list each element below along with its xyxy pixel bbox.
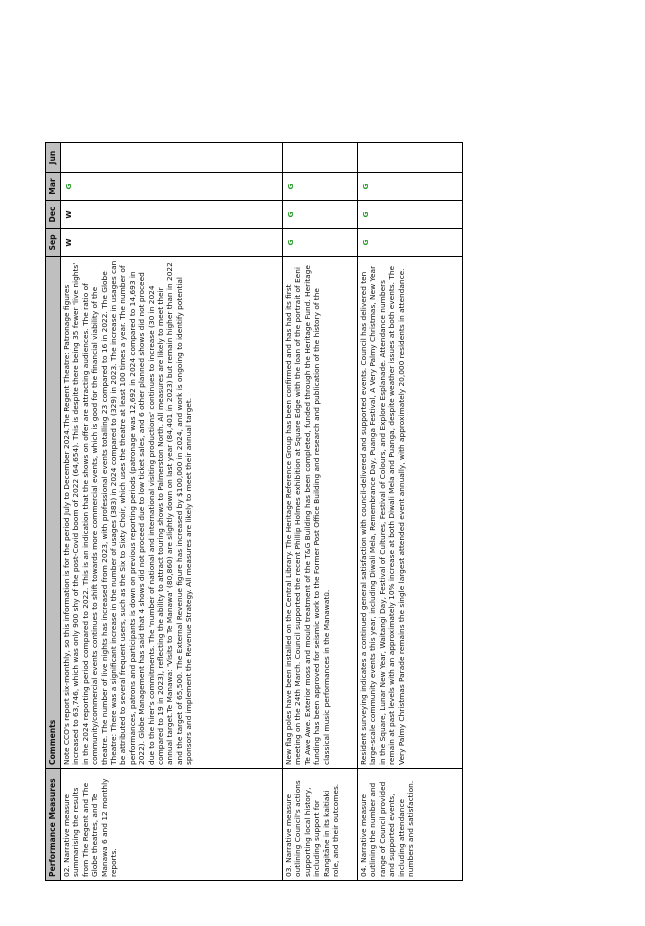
status-dec: G: [283, 201, 358, 229]
header-comments: Comments: [46, 257, 61, 769]
status-jun: [61, 143, 283, 173]
measure-cell: 03. Narrative measure outlining Council's actions supporting local history, including support for Rangitāne in its kaitiaki role, and their outcomes.: [283, 769, 358, 881]
status-dec: W: [61, 201, 283, 229]
header-row: [46, 143, 61, 881]
comments-cell: Resident surveying indicates a continued general satisfaction with council-delivered and supported events. Council has delivered ten large-scale community events this year, including Diwali Mela, Remembrance Day, Puanga Festival, A Very Palmy Christmas, New Year in the Square, Lunar New Year, Waitangi Day, Festival of Cultures, Festival of Colours, and Explore Esplanade. Attendance numbers remain at past levels with an approximately 10% increase at both Diwali Mela and Puanga, despite weather issues at both events. The Very Palmy Christmas Parade remains the single largest attended event annually, with approximately 20,000 residents in attendance.: [358, 257, 463, 769]
header-sep: Sep: [46, 229, 61, 257]
status-mar: G: [358, 173, 463, 201]
status-dec: G: [358, 201, 463, 229]
header-dec: Dec: [46, 201, 61, 229]
status-sep: G: [283, 229, 358, 257]
status-jun: [358, 143, 463, 173]
rotated-performance-table: [45, 143, 463, 881]
table-row-03: [283, 143, 358, 881]
measure-cell: 02. Narrative measure summarising the results from The Regent and The Globe theatres, and Te Manawa 6 and 12 monthly reports.: [61, 769, 283, 881]
measure-cell: 04. Narrative measure outlining the number and range of Council provided and supported events, including attendance numbers and satisfaction.: [358, 769, 463, 881]
performance-table: [45, 142, 463, 881]
status-jun: [283, 143, 358, 173]
table-row-02: [61, 143, 283, 881]
header-performance-measures: Performance Measures: [46, 769, 61, 881]
status-mar: G: [283, 173, 358, 201]
header-jun: Jun: [46, 143, 61, 173]
comments-cell: New flag poles have been installed on the Central Library. The Heritage Reference Group has been confirmed and has had its first meeting on the 24th March. Council supported the recent Phillip Holmes exhibition at Square Edge with the loan of the portrait of Eeni Te Awe Awe. Exterior moss and mould treatment of the T&G Building has been completed, funded through the Heritage Fund. Heritage funding has been approved for seismic work to the Former Post Office Building and research and publication of the history of the classical music performances in the Manawatū.: [283, 257, 358, 769]
table-row-04: [358, 143, 463, 881]
comments-cell: Note CCO's report six-monthly, so this information is for the period July to December 2024.The Regent Theatre: Patronage figures increased to 63,746, which was only 900 shy of the post-Covid boom of 2022 (64,654). This is despite there being 35 fewer 'live nights' in the 2024 reporting period compared to 2022. This is an indication that the shows on offer are attracting audiences. The ratio of community/commercial events continues to shift towards more commercial events, which is good for the financial viability of the theatre. The number of live nights has increased from 2023, with professional events totalling 23 compared to 16 in 2022. The Globe Theatre: There was a significant increase in the number of usages (383) in 2024 compared to (329) in 2023. The increase in usages can be attributed to several frequent users, such as the Six to Sixty Choir, which uses the theatre at least 100 times a year. The number of performances, patrons and participants is down on previous reporting periods (patronage was 12,692 in 2024 compared to 14,693 in 2022). Globe Management has said that 4 shows did not proceed due to low ticket sales, and 6 other planned shows did not proceed due to the hirer's commitments. The 'number of national and international visiting productions' continues to increase (30 in 2024 compared to 19 in 2023), reflecting the ability to attract touring shows to Palmerston North. All measures are likely to meet their annual target.Te Manawa: 'Visits to Te Manawa' (80,860) are slightly down on last year (84,401 in 2023) but remain higher than in 2022 and the target of 65,500. The External Revenue figure has increased by $100,000 in 2024, and work is ongoing to identify potential sponsors and implement the Revenue Strategy. All measures are likely to meet their annual target.: [61, 257, 283, 769]
header-mar: Mar: [46, 173, 61, 201]
status-sep: G: [358, 229, 463, 257]
status-sep: W: [61, 229, 283, 257]
status-mar: G: [61, 173, 283, 201]
